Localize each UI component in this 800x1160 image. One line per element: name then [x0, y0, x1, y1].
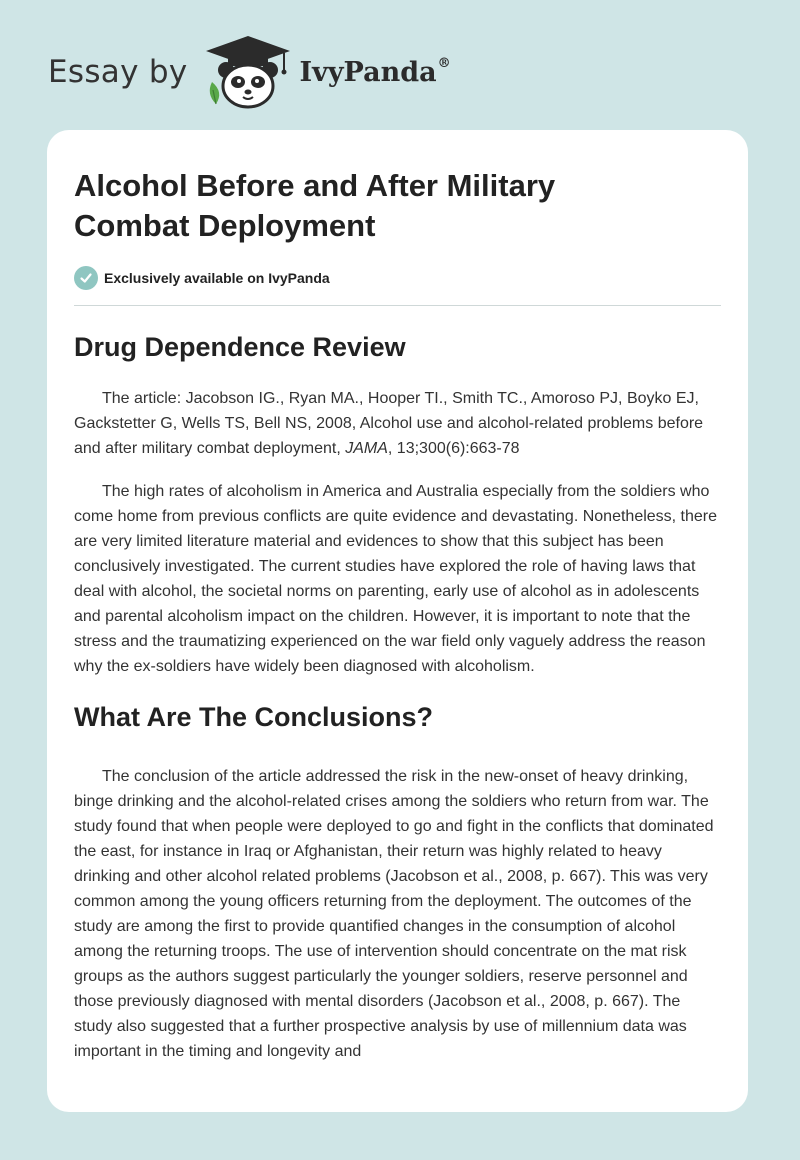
body-paragraph: The conclusion of the article addressed the risk in the new-onset of heavy drinking, binge drinking and the alcohol-related crises among the soldiers who return from war. The study found that when people were deployed to go and fight in the conflicts that dominated the east, for instance in Iraq or Afghanistan, their return was highly related to heavy drinking and other alcohol related problems (Jacobson et al., 2008, p. 667). This was very common among the young officers returning from the deployment. The outcomes of the study are among the first to provide quantified changes in the consumption of alcohol among the returning troops. The use of intervention should concentrate on the mat risk groups as the authors suggest particularly the younger soldiers, reserve personnel and those previously diagnosed with mental disorders (Jacobson et al., 2008, p. 667). The study also suggested that a further prospective analysis by use of millennium data was important in the timing and longevity and: [74, 768, 714, 1060]
registered-mark: ®: [437, 56, 451, 71]
section-heading-drug-dependence-review: Drug Dependence Review: [74, 332, 406, 362]
brand-name-text: IvyPanda: [299, 57, 437, 88]
citation-journal: JAMA: [345, 440, 388, 457]
panda-logo-icon[interactable]: [204, 34, 292, 110]
brand-name[interactable]: [300, 56, 451, 88]
checkmark-icon: [74, 266, 98, 290]
exclusive-badge-label: Exclusively available on IvyPanda: [104, 270, 330, 286]
body-paragraph: The high rates of alcoholism in America and Australia especially from the soldiers who come home from previous conflicts are quite evidence and devastating. Nonetheless, there are very limited literature material and evidences to show that this subject has been conclusively investigated. The current studies have explored the role of having laws that deal with alcohol, the societal norms on parenting, early use of alcohol as in adolescents and parental alcoholism impact on the children. However, it is important to note that the stress and the traumatizing experienced on the war field only vaguely address the reason why the ex-soldiers have widely been diagnosed with alcoholism.: [74, 483, 718, 675]
section-heading-conclusions: What Are The Conclusions?: [74, 702, 434, 732]
citation-paragraph: [74, 386, 721, 461]
essay-by-label: Essay by: [48, 54, 188, 90]
divider: [74, 305, 721, 306]
exclusive-badge: [74, 266, 721, 290]
citation-text: The article: Jacobson IG., Ryan MA., Hooper TI., Smith TC., Amoroso PJ, Boyko EJ, Gackstetter G, Wells TS, Bell NS, 2008, Alcohol use and alcohol-related problems before and after military combat deployment,: [74, 390, 704, 457]
essay-title: Alcohol Before and After Military Combat Deployment: [74, 168, 556, 243]
citation-details: , 13;300(6):663-78: [387, 440, 520, 457]
site-header: [48, 34, 451, 110]
essay-card: [47, 130, 748, 1112]
